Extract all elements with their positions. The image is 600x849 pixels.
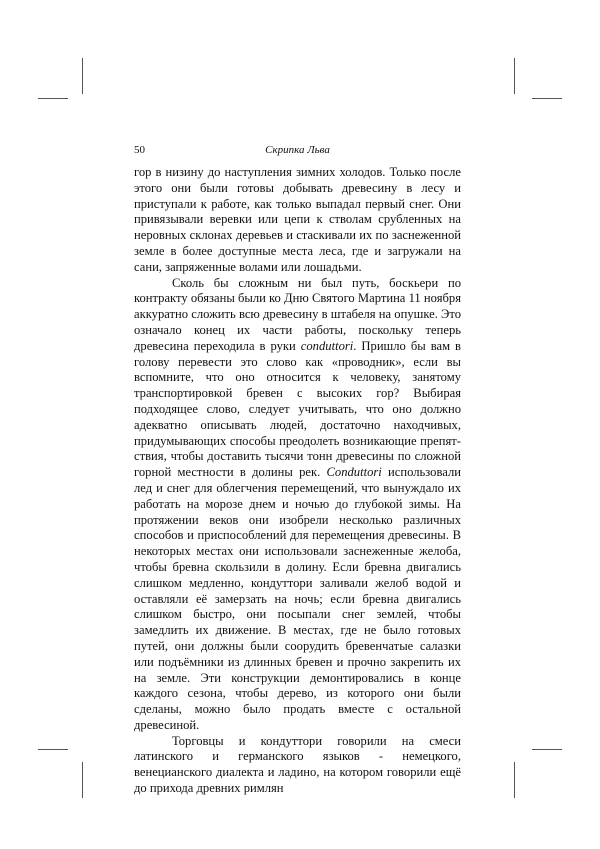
crop-mark	[514, 762, 515, 798]
crop-mark	[514, 58, 515, 94]
crop-mark	[38, 98, 68, 99]
crop-mark	[532, 98, 562, 99]
paragraph-text: Сколь бы сложным ни был путь, боскьери по контракту обязаны были ко Дню Святого Мартина 11 ноября аккуратно сложить всю древесину в штабеля на опушке. Это означало конец их части работы, поскольку теперь древесина переходила в руки	[134, 275, 461, 353]
crop-mark	[82, 58, 83, 94]
body-text	[134, 165, 461, 797]
italic-term: conduttori	[300, 338, 354, 353]
crop-mark	[532, 749, 562, 750]
running-title: Скрипка Льва	[265, 144, 330, 156]
page-number: 50	[134, 144, 145, 156]
paragraph	[134, 165, 461, 276]
paragraph-text: использовали лед и снег для облегчения перемещений, что вынуждало их работать на морозе днем и ночью до глубокой зимы. На протяжении веков они изобрели несколько различных способов и приспособлений для перемещения древесины. В некоторых местах они использовали заснеженные желоба, чтобы бревна скользили в долину. Если бревна двигались слишком медленно, кондуттори заливали желоб водой и оставляли её замерзать на ночь; если бревна двигались слишком быстро, они посыпали снег землей, чтобы замедлить их движение. В местах, где не было готовых путей, они должны были соорудить бревенчатые салазки или подъёмники из длинных бревен и прочно закрепить их на земле. Эти конструкции демонтировались в конце каждого сезона, чтобы дерево, из которого они были сделаны, можно было продать вместе с остальной древесиной.	[134, 465, 461, 732]
paragraph-text: гор в низину до наступления зимних холодов. Только после этого они были готовы добывать древесину в лесу и приступали к работе, как только выпадал первый снег. Они привязывали веревки или цепи к стволам срубленных на неровных склонах деревьев и стаскивали их по заснеженной земле в более доступные места леса, где и загружали на сани, запряженные волами или лошадьми.	[134, 165, 461, 274]
crop-mark	[82, 762, 83, 798]
paragraph-text: . Пришло бы вам в голову перевести это слово как «проводник», если вы вспомните, что оно относится к человеку, занятому транспортировкой бревен с высоких гор? Выбирая подходящее слово, следует учитывать, что оно должно адекватно описывать людей, достаточно находчивых, придумывающих способы преодолеть возникающие препятствия, чтобы доставить тысячи тонн древесины по сложной горной местности в долины рек.	[134, 338, 461, 480]
paragraph	[134, 734, 461, 797]
paragraph-text: Торговцы и кондуттори говорили на смеси латинского и германского языков - немецкого, венецианского диалекта и ладино, на котором говорили ещё до прихода древних римлян	[134, 733, 461, 796]
paragraph	[134, 276, 461, 734]
crop-mark	[38, 749, 68, 750]
italic-term: Conduttori	[326, 465, 382, 480]
